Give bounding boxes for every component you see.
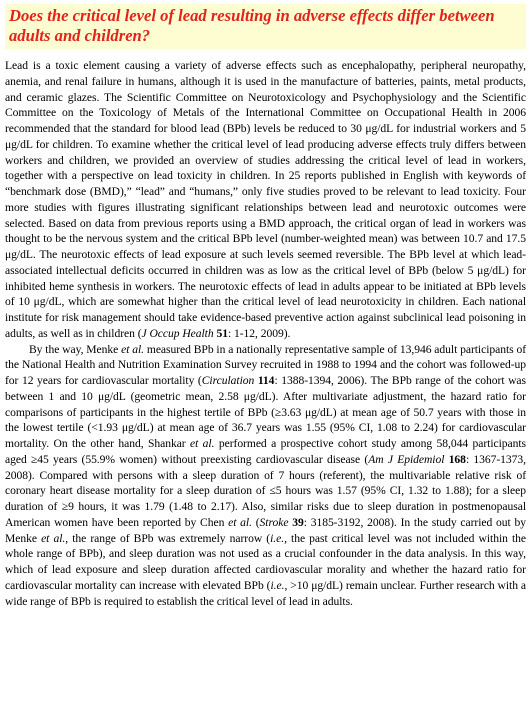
journal-volume: 51: [216, 326, 228, 340]
ie-abbrev: i.e.: [270, 578, 285, 592]
journal-name: Circulation: [201, 374, 255, 387]
text-run: (: [251, 515, 260, 529]
ie-abbrev: i.e.: [270, 531, 285, 545]
journal-volume: 114: [257, 374, 275, 387]
text-run: , >10 μg/dL) remain unclear. Further research with a wide range of BPb is required to establish the critical level of lead in adults.: [5, 578, 526, 608]
journal-name: J Occup Health: [141, 326, 214, 340]
text-run: : 1367-1373, 2008). Compared with persons with a sleep duration of 7 hours (referent), the multivariable relative risk of coronary heart disease mortality for a sleep duration of ≤5 hours was 1.57 (95% CI, 1.32 to 1.88); for a sleep duration of ≥9 hours, it was 1.79 (1.48 to 2.17). Also, similar risks due to sleep duration in postmenopausal American women have been reported by Chen: [5, 452, 527, 529]
text-run: By the way, Menke: [29, 342, 122, 356]
journal-name: Stroke: [259, 515, 289, 529]
et-al: et al.: [228, 515, 252, 529]
journal-name: Am J Epidemiol: [368, 452, 445, 466]
text-run: measured BPb in a nationally representative sample of 13,946 adult participants of the National Health and Nutrition Examination Survey recruited in 1988 to 1994 and the cohort was followed-up for 12 years for cardiovascular mortality (: [5, 342, 527, 387]
journal-volume: 39: [292, 515, 304, 529]
article-title: Does the critical level of lead resulting in adverse effects differ between adults and children?: [9, 6, 495, 45]
abstract-paragraph: [5, 58, 526, 342]
commentary-paragraph: [5, 342, 526, 610]
et-al: et al.: [190, 437, 215, 450]
text-run: , the range of BPb was extremely narrow (: [65, 531, 271, 545]
journal-volume: 168: [448, 452, 466, 466]
et-al: et al.: [121, 342, 144, 356]
text-run: performed a prospective cohort study among 58,044 participants aged ≥45 years (55.9% women) without preexisting cardiovascular disease (: [5, 437, 526, 466]
title-banner: [5, 4, 526, 49]
et-al: et al.: [41, 531, 66, 545]
text-run: : 3185-3192, 2008). In the study carried out by Menke: [5, 515, 526, 545]
article-body: [5, 58, 526, 609]
citation-pages: : 1-12, 2009).: [227, 326, 291, 340]
text-run: , the past critical level was not included within the whole range of BPb), and sleep duration was not used as a crucial confounder in the data analysis. In this way, which of lead exposure and sleep duration affected cardiovascular morality and whether the hazard ratio for cardiovascular mortality can increase with elevated BPb (: [5, 531, 526, 592]
abstract-text: Lead is a toxic element causing a variety of adverse effects such as encephalopathy, peripheral neuropathy, anemia, and renal failure in humans, although it is used in the manufacture of batteries, paints, metal products, and ceramic glazes. The Scientific Committee on Neurotoxicology and Psychophysiology and the Scientific Committee on the Toxicology of Metals of the International Committee on Occupational Health in 2006 recommended that the standard for blood lead (BPb) levels be reduced to 30 μg/dL for industrial workers and 5 μg/dL for children. To examine whether the critical level of lead producing adverse effects truly differs between workers and children, we provided an overview of studies addressing the critical level of lead in workers, together with a perspective on lead toxicity in children. In 25 reports published in English with keywords of “benchmark dose (BMD),” “lead” and “humans,” only five studies proved to be relevant to lead toxicity. Four more studies with figures illustrating significant relationships between lead and neurotoxic outcomes were selected. Based on data from previous reports using a BMD approach, the critical organ of lead in workers was thought to be the nervous system and the critical BPb level (number-weighted mean) was between 10.7 and 17.5 μg/dL. The neurotoxic effects of lead exposure at such levels seemed reversible. The BPb level at which lead-associated intellectual deficits occurred in children was as low as the critical level of BPb (below 5 μg/dL) for inhibited heme synthesis in workers. The neurotoxic effects of lead in adults appear to be initiated at BPb levels of 10 μg/dL, which are somewhat higher than the critical level of lead neurotoxicity in children. Each national institute for risk management should take evidence-based preventive action against subclinical lead poisoning in adults, as well as in children (: [5, 59, 526, 340]
text-run: : 1388-1394, 2006). The BPb range of the cohort was between 1 and 10 μg/dL (geometric mean, 2.58 μg/dL). After multivariate adjustment, the hazard ratio for comparisons of participants in the highest tertile of BPb (≥3.63 μg/dL) at mean age of 50.7 years with those in the lowest tertile (<1.93 μg/dL) at mean age of 36.7 years was 1.55 (95% CI, 1.08 to 2.24) for cardiovascular mortality. On the other hand, Shankar: [5, 374, 526, 450]
